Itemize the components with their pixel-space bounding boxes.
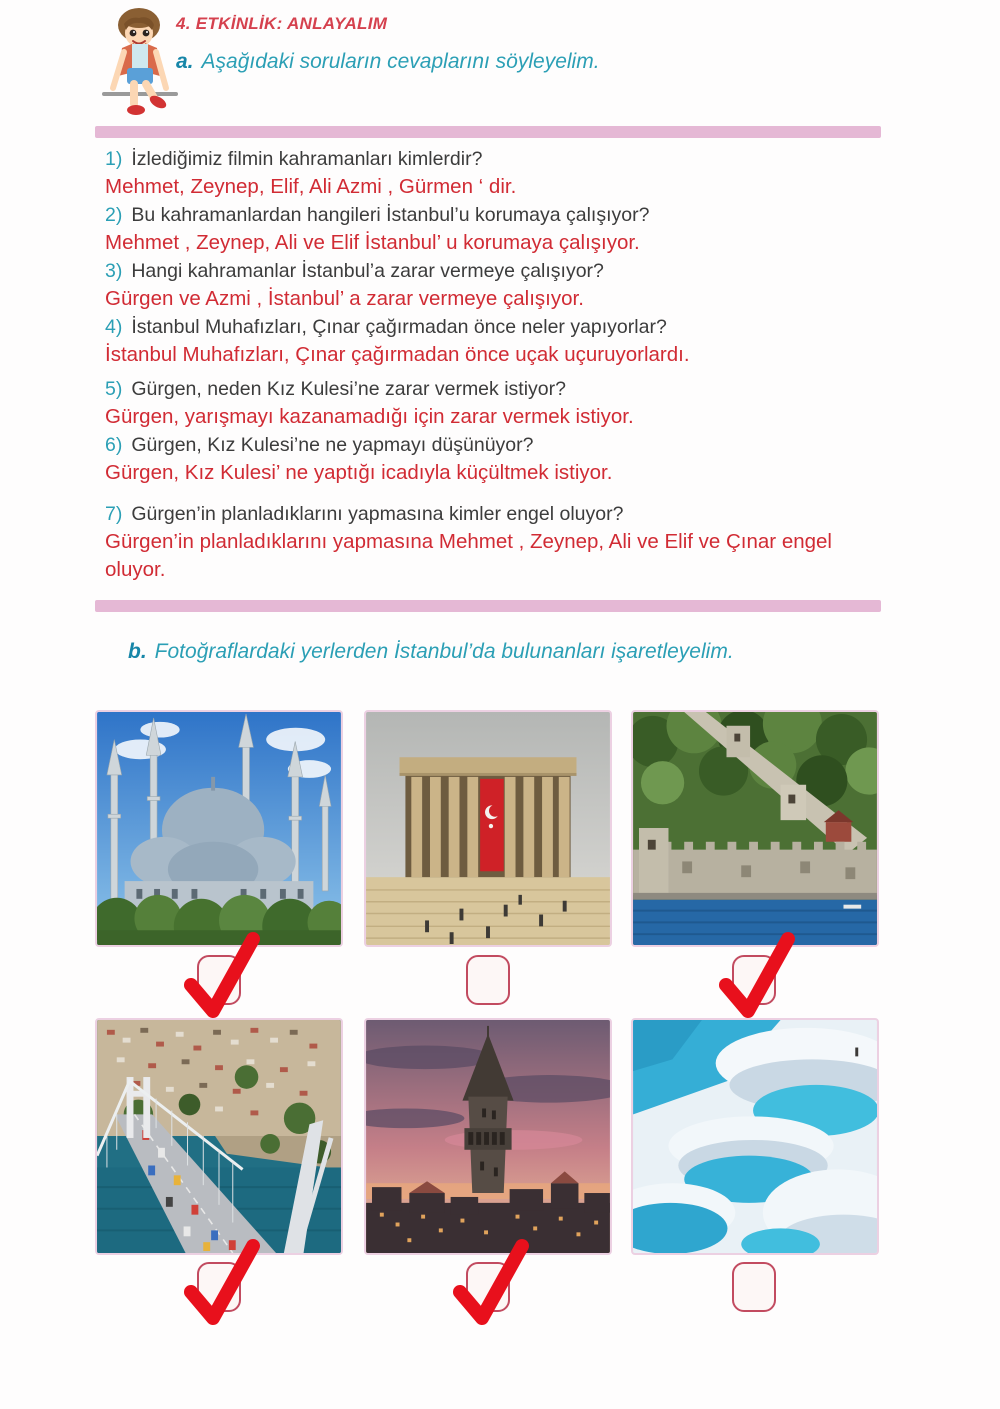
question-2-number: 2) [105,204,123,226]
question-4-number: 4) [105,316,123,338]
child-illustration-icon [100,4,182,118]
divider-bar-top [95,126,881,138]
question-7-number: 7) [105,503,123,525]
section-a-text: Aşağıdaki soruların cevaplarını söyleyelim. [201,50,600,73]
photo-galata-tower [364,1018,612,1255]
section-b-text: Fotoğraflardaki yerlerden İstanbul’da bulunanları işaretleyelim. [154,640,734,663]
answer-1: Mehmet, Zeynep, Elif, Ali Azmi , Gürmen ‘ dir. [105,175,517,198]
question-2-text: Bu kahramanlardan hangileri İstanbul’u korumaya çalışıyor? [131,204,650,226]
section-b-label: b. [128,640,147,663]
photo-rumeli-fortress [631,710,879,947]
photo-bosphorus-bridge [95,1018,343,1255]
question-answer-block [105,146,890,585]
answer-5: Gürgen, yarışmayı kazanamadığı için zarar vermek istiyor. [105,405,634,428]
question-6-number: 6) [105,434,123,456]
question-5-text: Gürgen, neden Kız Kulesi’ne zarar vermek istiyor? [131,378,566,400]
anitkabir-image [366,712,610,945]
checkbox-blue-mosque[interactable] [197,955,241,1005]
answer-4: İstanbul Muhafızları, Çınar çağırmadan önce uçak uçuruyorlardı. [105,343,690,366]
question-1 [105,146,890,173]
checkbox-galata-tower[interactable] [466,1262,510,1312]
divider-bar-bottom [95,600,881,612]
answer-3: Gürgen ve Azmi , İstanbul’ a zarar vermeye çalışıyor. [105,287,584,310]
question-3-number: 3) [105,260,123,282]
question-7-text: Gürgen’in planladıklarını yapmasına kimler engel oluyor? [131,503,624,525]
activity-title: 4. ETKİNLİK: ANLAYALIM [176,14,388,33]
question-2 [105,202,890,229]
question-7 [105,501,890,528]
checkbox-bosphorus-bridge[interactable] [197,1262,241,1312]
answer-2: Mehmet , Zeynep, Ali ve Elif İstanbul’ u korumaya çalışıyor. [105,231,640,254]
bosphorus-bridge-image [97,1020,341,1253]
checkbox-rumeli-fortress[interactable] [732,955,776,1005]
question-4-text: İstanbul Muhafızları, Çınar çağırmadan önce neler yapıyorlar? [131,316,667,338]
question-1-text: İzlediğimiz filmin kahramanları kimlerdir? [131,148,483,170]
galata-tower-image [366,1020,610,1253]
section-b-instruction [128,640,734,664]
blue-mosque-image [97,712,341,945]
checkbox-anitkabir[interactable] [466,955,510,1005]
photo-blue-mosque [95,710,343,947]
question-3-text: Hangi kahramanlar İstanbul’a zarar vermeye çalışıyor? [131,260,604,282]
question-5 [105,376,890,403]
pamukkale-image [633,1020,877,1253]
question-6-text: Gürgen, Kız Kulesi’ne ne yapmayı düşünüyor? [131,434,534,456]
rumeli-fortress-image [633,712,877,945]
checkbox-pamukkale[interactable] [732,1262,776,1312]
question-3 [105,258,890,285]
answer-7: Gürgen’in planladıklarını yapmasına Mehmet , Zeynep, Ali ve Elif ve Çınar engel oluyor. [105,530,832,581]
photo-pamukkale [631,1018,879,1255]
question-5-number: 5) [105,378,123,400]
section-a-instruction [176,50,600,74]
question-6 [105,432,890,459]
question-1-number: 1) [105,148,123,170]
answer-6: Gürgen, Kız Kulesi’ ne yaptığı icadıyla küçültmek istiyor. [105,461,613,484]
question-4 [105,314,890,341]
section-a-label: a. [176,50,194,73]
photo-anitkabir [364,710,612,947]
